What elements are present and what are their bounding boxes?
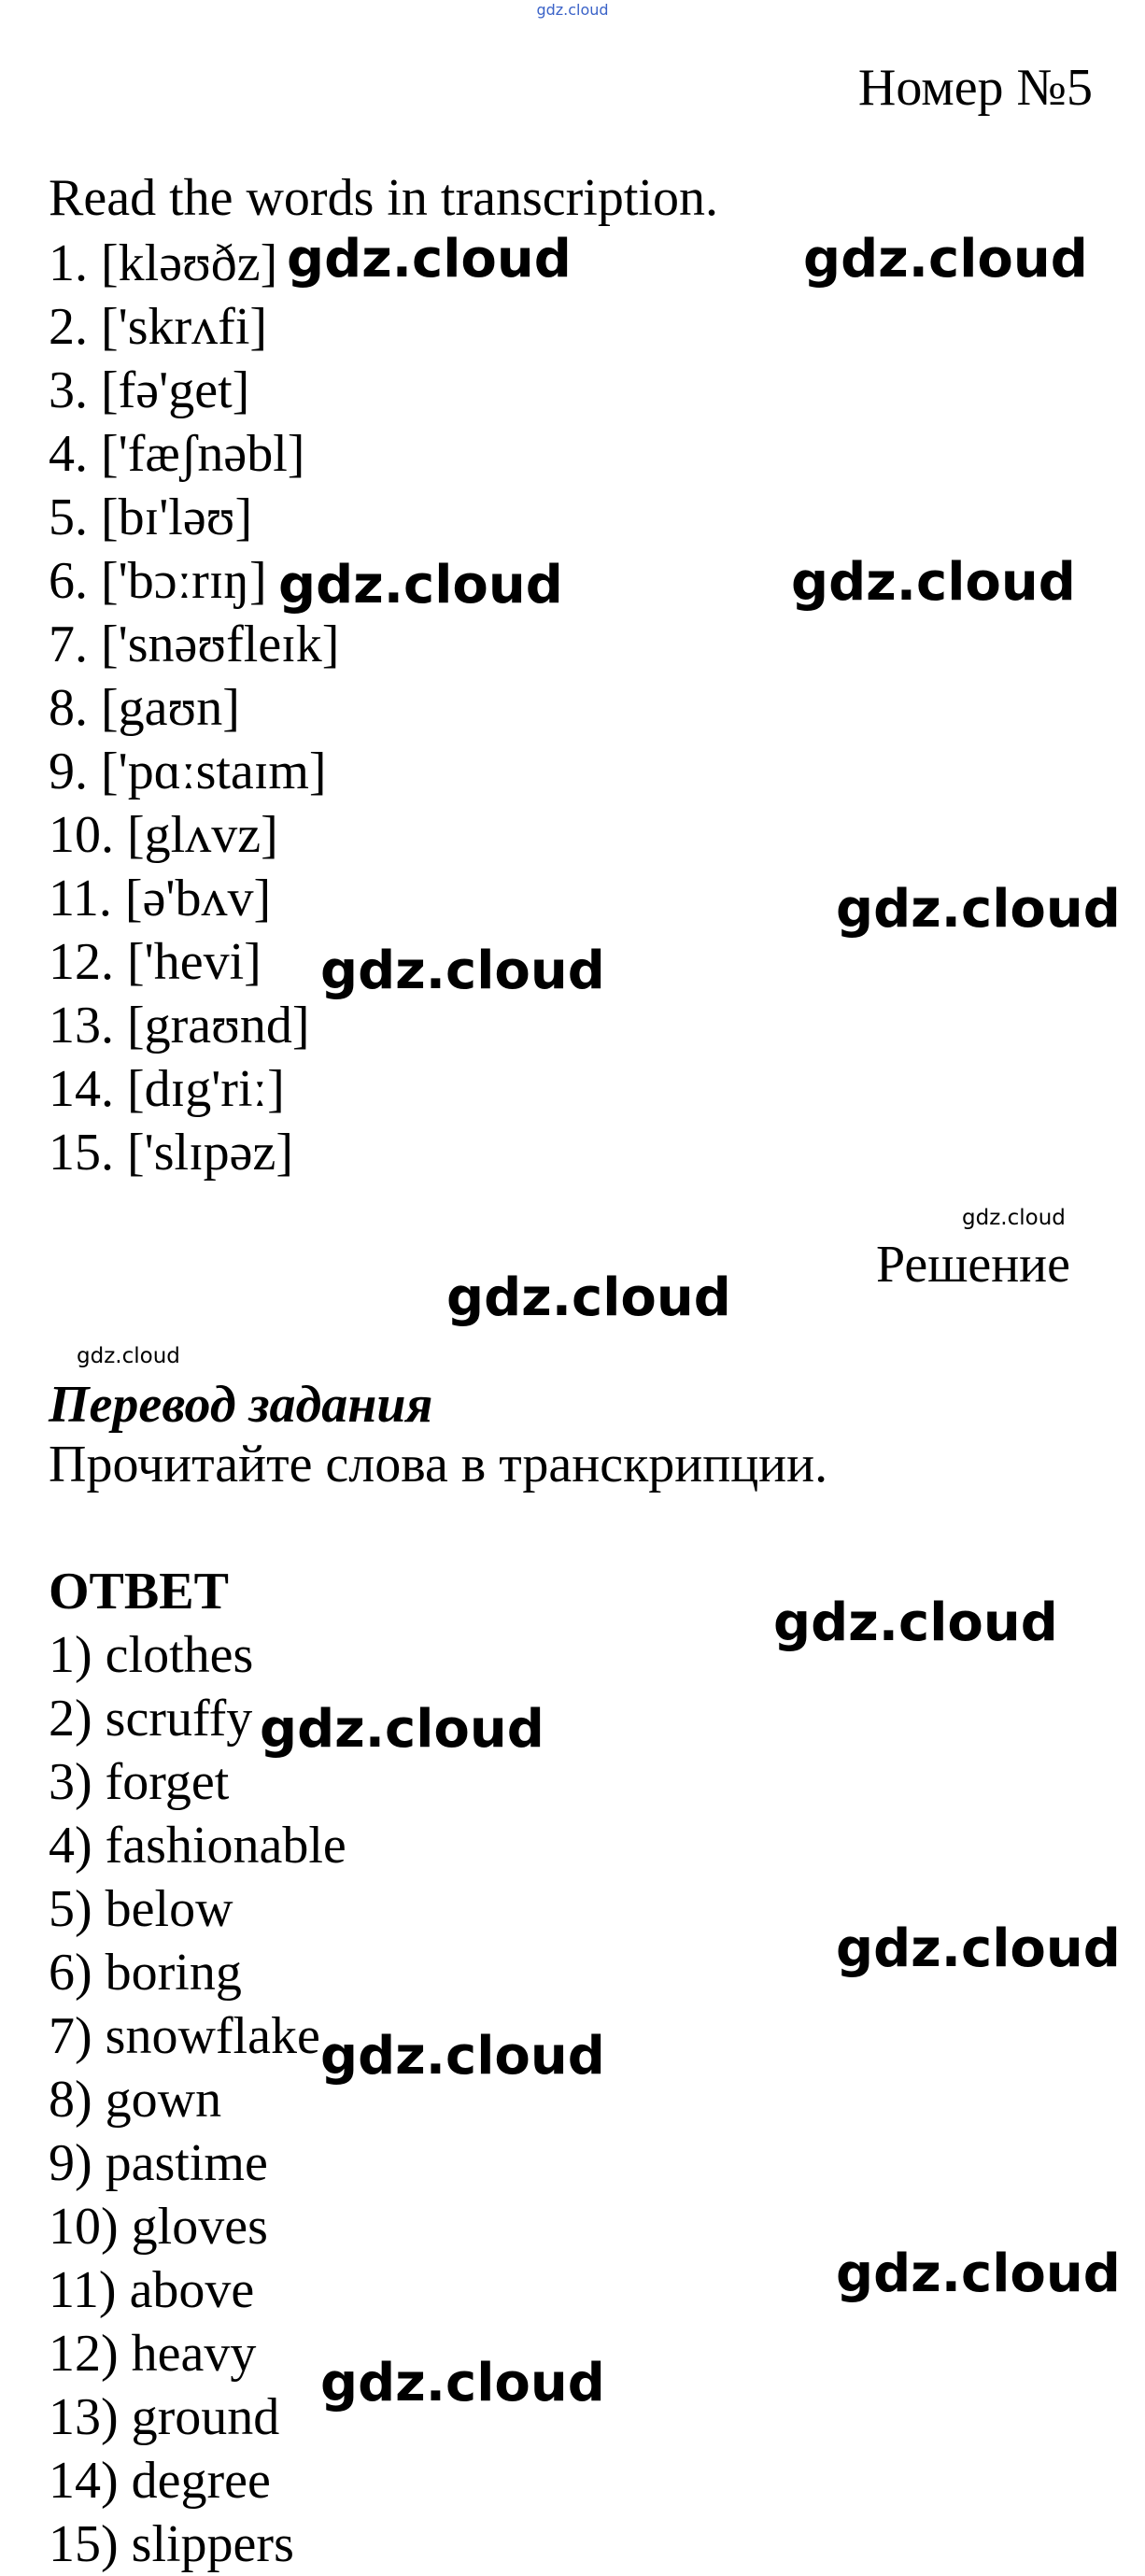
list-item: 15. ['slɪpəz] [49, 1124, 294, 1182]
watermark: gdz.cloud [320, 2026, 605, 2087]
watermark: gdz.cloud [77, 1344, 180, 1368]
list-item: 5. [bɪ'ləʊ] [49, 488, 253, 546]
task-instruction: Read the words in transcription. [49, 169, 718, 227]
list-item: 14. [dɪg'riː] [49, 1060, 285, 1118]
watermark: gdz.cloud [836, 879, 1121, 940]
list-item: 8) gown [49, 2071, 222, 2129]
watermark: gdz.cloud [320, 941, 605, 1001]
list-item: 10) gloves [49, 2198, 268, 2256]
list-item: 1) clothes [49, 1626, 254, 1684]
watermark: gdz.cloud [836, 2243, 1121, 2304]
list-item: 13) ground [49, 2388, 280, 2446]
list-item: 6) boring [49, 1944, 242, 2002]
watermark: gdz.cloud [836, 1918, 1121, 1979]
watermark: gdz.cloud [446, 1267, 731, 1328]
list-item: 1. [kləʊðz] [49, 234, 278, 292]
watermark: gdz.cloud [260, 1699, 544, 1760]
list-item: 11. [ə'bʌv] [49, 870, 272, 927]
watermark: gdz.cloud [278, 555, 563, 616]
list-item: 2. ['skrʌfi] [49, 298, 268, 356]
list-item: 13. [graʊnd] [49, 997, 310, 1054]
answer-list [49, 1623, 346, 2576]
watermark: gdz.cloud [791, 552, 1076, 613]
list-item: 5) below [49, 1880, 233, 1938]
list-item: 9) pastime [49, 2134, 268, 2192]
watermark: gdz.cloud [287, 229, 572, 290]
list-item: 6. ['bɔːrɪŋ] [49, 552, 267, 610]
watermark: gdz.cloud [962, 1206, 1066, 1230]
list-item: 14) degree [49, 2452, 271, 2510]
list-item: 3) forget [49, 1753, 230, 1811]
list-item: 12) heavy [49, 2325, 257, 2383]
watermark: gdz.cloud [320, 2353, 605, 2413]
page-title: Номер №5 [857, 59, 1093, 117]
list-item: 3. [fə'get] [49, 361, 250, 419]
watermark: gdz.cloud [803, 229, 1088, 290]
translation-text: Прочитайте слова в транскрипции. [49, 1436, 828, 1493]
list-item: 7. ['snəʊfleɪk] [49, 616, 340, 673]
list-item: 9. ['pɑːstaɪm] [49, 743, 327, 800]
watermark: gdz.cloud [773, 1592, 1058, 1653]
list-item: 4) fashionable [49, 1817, 346, 1875]
list-item: 12. ['hevi] [49, 933, 262, 991]
list-item: 8. [gaʊn] [49, 679, 240, 737]
answer-heading: ОТВЕТ [49, 1563, 229, 1621]
list-item: 4. ['fæʃnəbl] [49, 425, 305, 483]
transcription-list [49, 232, 339, 1184]
top-watermark: gdz.cloud [536, 1, 609, 19]
translation-title: Перевод задания [49, 1376, 433, 1434]
list-item: 10. [glʌvz] [49, 806, 278, 864]
list-item: 2) scruffy [49, 1690, 253, 1748]
list-item: 11) above [49, 2261, 255, 2319]
list-item: 7) snowflake [49, 2007, 320, 2065]
list-item: 15) slippers [49, 2515, 294, 2573]
solution-label: Решение [875, 1236, 1070, 1294]
